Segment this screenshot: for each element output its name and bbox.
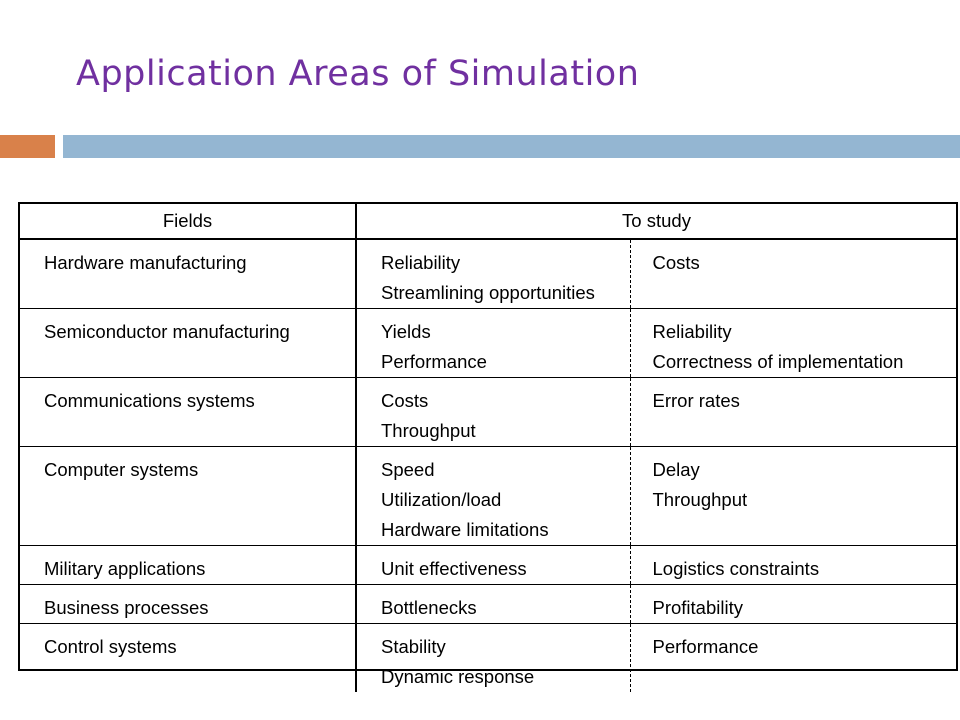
study-cell-primary: [356, 239, 630, 309]
study-item: Unit effectiveness: [381, 558, 527, 579]
study-item: Profitability: [652, 597, 743, 618]
study-item: Throughput: [652, 489, 748, 510]
simulation-areas-table: [18, 202, 958, 687]
study-cell-primary: [356, 624, 630, 693]
field-label: Communications systems: [44, 390, 255, 411]
study-item: Costs: [652, 252, 700, 273]
study-item: Reliability: [652, 321, 732, 342]
simulation-table: [20, 204, 956, 692]
accent-bar-orange: [0, 135, 55, 158]
field-cell: [20, 447, 356, 546]
study-item: Streamlining opportunities: [381, 282, 595, 303]
study-cell-secondary: [630, 447, 956, 546]
study-cell-secondary: [630, 624, 956, 693]
field-cell: [20, 546, 356, 585]
study-cell-primary: [356, 309, 630, 378]
field-cell: [20, 239, 356, 309]
study-item: Throughput: [381, 420, 476, 441]
study-cell-secondary: [630, 546, 956, 585]
slide-title: Application Areas of Simulation: [76, 54, 640, 94]
field-label: Control systems: [44, 636, 177, 657]
field-label: Military applications: [44, 558, 206, 579]
table-row: [20, 239, 956, 309]
study-item: Reliability: [381, 252, 461, 273]
study-item: Dynamic response: [381, 666, 535, 687]
study-item: Performance: [652, 636, 759, 657]
study-item: Delay: [652, 459, 700, 480]
table-row: [20, 447, 956, 546]
table-row: [20, 546, 956, 585]
to-study-header: To study: [356, 204, 956, 239]
fields-header: Fields: [20, 204, 356, 239]
study-cell-secondary: [630, 239, 956, 309]
study-item: Performance: [381, 351, 487, 372]
field-cell: [20, 624, 356, 693]
study-cell-primary: [356, 585, 630, 624]
study-cell-secondary: [630, 378, 956, 447]
study-item: Bottlenecks: [381, 597, 477, 618]
study-item: Stability: [381, 636, 446, 657]
field-label: Computer systems: [44, 459, 199, 480]
study-item: Speed: [381, 459, 435, 480]
table-header-row: [20, 204, 956, 239]
field-label: Hardware manufacturing: [44, 252, 247, 273]
field-cell: [20, 309, 356, 378]
field-cell: [20, 378, 356, 447]
study-cell-primary: [356, 546, 630, 585]
study-item: Error rates: [652, 390, 740, 411]
field-label: Semiconductor manufacturing: [44, 321, 290, 342]
study-cell-primary: [356, 447, 630, 546]
study-item: Costs: [381, 390, 429, 411]
table-row: [20, 309, 956, 378]
table-row: [20, 585, 956, 624]
field-cell: [20, 585, 356, 624]
study-item: Utilization/load: [381, 489, 502, 510]
table-row: [20, 378, 956, 447]
study-item: Yields: [381, 321, 431, 342]
study-item: Correctness of implementation: [652, 351, 904, 372]
accent-bar-blue: [63, 135, 960, 158]
study-item: Hardware limitations: [381, 519, 549, 540]
table-row: [20, 624, 956, 693]
study-cell-primary: [356, 378, 630, 447]
study-item: Logistics constraints: [652, 558, 820, 579]
field-label: Business processes: [44, 597, 209, 618]
study-cell-secondary: [630, 585, 956, 624]
study-cell-secondary: [630, 309, 956, 378]
